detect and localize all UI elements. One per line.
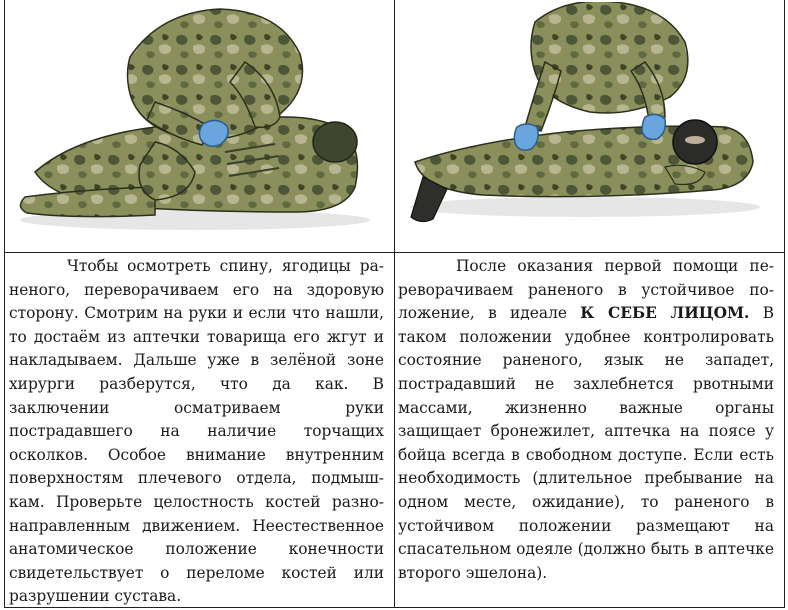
- left-paragraph: Чтобы осмотреть спину, ягодицы раненого, переворачиваем его на здоровую сторону. Смотрим на руки и если что нашли, то достаём из аптечки товарища его жгут и накладываем. Дальше уже в зелёной зоне хирурги разберутся, что да как. В заключении осматриваем руки пострадавшего на наличие торчащих осколков. Особое внимание внутренним поверхностям плечевого отдела, подмышкам. Проверьте целостность костей разнонаправленным движением. Неестественное анатомическое положение конечности свидетельствует о переломе костей или разрушении сустава.: [9, 257, 384, 606]
- table-border-right: [784, 0, 785, 608]
- right-illustration: [395, 2, 784, 252]
- right-text-cell: [398, 255, 774, 585]
- soldier-rolling-casualty-icon: [5, 2, 394, 252]
- right-paragraph-emphasis: К СЕБЕ ЛИЦОМ.: [580, 304, 750, 323]
- recovery-position-icon: [395, 2, 784, 252]
- right-paragraph-start: После оказания первой помощи переворачиваем раненого в устойчивое положение, в идеале: [398, 257, 774, 323]
- right-paragraph: [398, 255, 774, 585]
- left-text-cell: [9, 255, 384, 609]
- table-border-row: [4, 252, 785, 253]
- left-illustration: [5, 2, 394, 252]
- right-paragraph-end: В таком положении удобнее контролировать состояние раненого, язык не западет, пострадавший не захлебнется рвотными массами, жизненно важные органы защищает бронежилет, аптечка на поясе у бойца всегда в свободном доступе. Если есть необходимость (длительное пребывание на одном месте, ожидание), то раненого в устойчивом положении размещают на спасательном одеяле (должно быть в аптечке второго эшелона).: [398, 304, 775, 582]
